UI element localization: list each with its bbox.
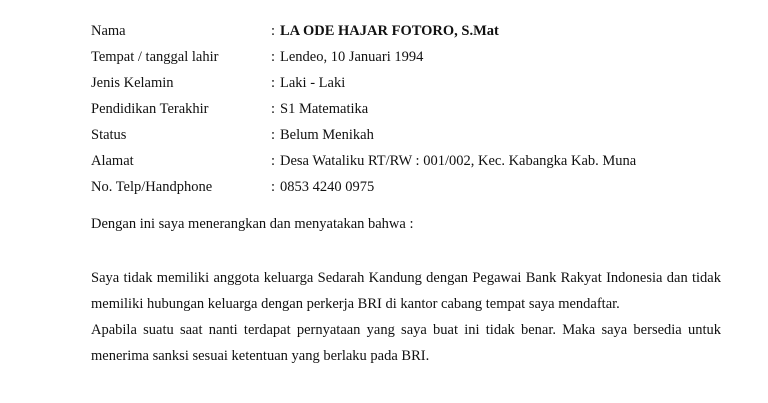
field-value-name: LA ODE HAJAR FOTORO, S.Mat — [280, 23, 499, 39]
statement-letter — [91, 18, 721, 369]
field-label: No. Telp/Handphone — [91, 179, 213, 195]
statement-intro: Dengan ini saya menerangkan dan menyatakan bahwa : — [91, 216, 414, 232]
field-row-nama — [91, 18, 721, 44]
field-label: Status — [91, 127, 127, 143]
field-row-birth — [91, 44, 721, 70]
field-colon: : — [271, 23, 276, 39]
field-colon: : — [271, 127, 276, 143]
field-row-education — [91, 96, 721, 122]
field-value-birth: Lendeo, 10 Januari 1994 — [280, 49, 424, 65]
field-label: Jenis Kelamin — [91, 75, 174, 91]
field-value-education: S1 Matematika — [280, 101, 369, 117]
field-value-gender: Laki - Laki — [280, 75, 346, 91]
field-colon: : — [271, 153, 276, 169]
field-row-status — [91, 122, 721, 148]
field-label: Tempat / tanggal lahir — [91, 49, 219, 65]
field-label: Pendidikan Terakhir — [91, 101, 209, 117]
field-value-status: Belum Menikah — [280, 127, 374, 143]
field-label: Nama — [91, 23, 126, 39]
field-colon: : — [271, 75, 276, 91]
paragraph-sanction-agreement: Apabila suatu saat nanti terdapat pernyataan yang saya buat ini tidak benar. Maka saya bersedia untuk menerima sanksi sesuai ketentuan yang berlaku pada BRI. — [91, 322, 721, 364]
field-value-address: Desa Wataliku RT/RW : 001/002, Kec. Kabangka Kab. Muna — [280, 153, 637, 169]
field-row-phone — [91, 174, 721, 200]
field-colon: : — [271, 179, 276, 195]
paragraph-no-family-relation: Saya tidak memiliki anggota keluarga Sedarah Kandung dengan Pegawai Bank Rakyat Indonesia dan tidak memiliki hubungan keluarga dengan perkerja BRI di kantor cabang tempat saya mendaftar. — [91, 270, 721, 312]
field-value-phone: 0853 4240 0975 — [280, 179, 375, 195]
field-row-gender — [91, 70, 721, 96]
field-label: Alamat — [91, 153, 134, 169]
field-colon: : — [271, 101, 276, 117]
field-row-address — [91, 148, 721, 174]
field-colon: : — [271, 49, 276, 65]
